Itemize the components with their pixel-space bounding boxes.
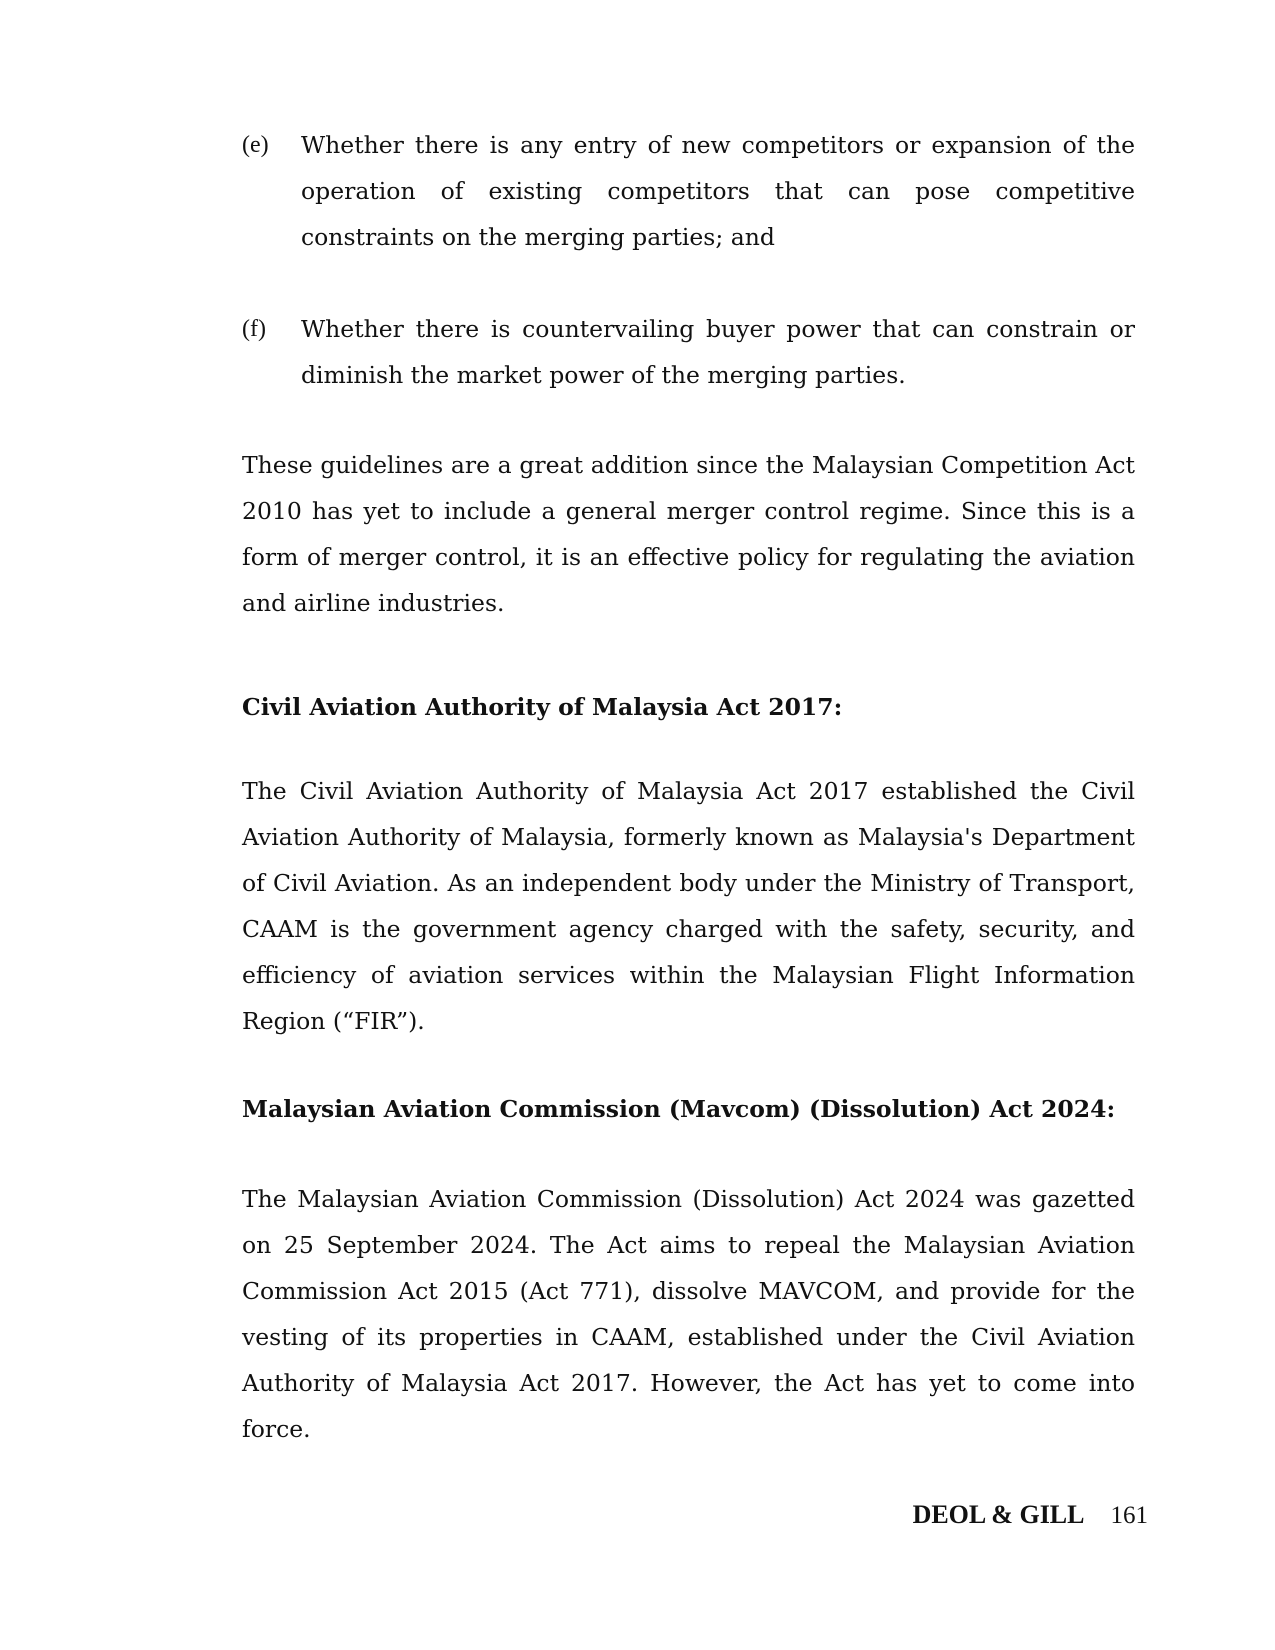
list-item-f	[242, 306, 1135, 398]
page-footer	[913, 1500, 1148, 1530]
guidelines-paragraph: These guidelines are a great addition since the Malaysian Competition Act 2010 has yet to include a general merger control regime. Since this is a form of merger control, it is an effective policy for regulating the aviation and airline industries.	[242, 451, 1135, 617]
document-body	[242, 122, 1135, 1452]
caam-paragraph: The Civil Aviation Authority of Malaysia Act 2017 established the Civil Aviation Authority of Malaysia, formerly known as Malaysia's Department of Civil Aviation. As an independent body under the Ministry of Transport, CAAM is the government agency charged with the safety, security, and efficiency of aviation services within the Malaysian Flight Information Region (“FIR”).	[242, 777, 1135, 1035]
list-item-text: Whether there is any entry of new competitors or expansion of the operation of existing competitors that can pose competitive constraints on the merging parties; and	[301, 131, 1135, 251]
list-item-e	[242, 122, 1135, 260]
section-heading-caam: Civil Aviation Authority of Malaysia Act 2017:	[242, 693, 843, 721]
list-item-label: (e)	[242, 132, 269, 158]
list-item-text: Whether there is countervailing buyer power that can constrain or diminish the market power of the merging parties.	[301, 315, 1135, 389]
mavcom-paragraph: The Malaysian Aviation Commission (Dissolution) Act 2024 was gazetted on 25 September 2024. The Act aims to repeal the Malaysian Aviation Commission Act 2015 (Act 771), dissolve MAVCOM, and provide for the vesting of its properties in CAAM, established under the Civil Aviation Authority of Malaysia Act 2017. However, the Act has yet to come into force.	[242, 1185, 1135, 1443]
page-number: 161	[1110, 1502, 1148, 1529]
firm-name: DEOL & GILL	[912, 1500, 1085, 1529]
list-item-label: (f)	[242, 316, 266, 342]
section-heading-mavcom: Malaysian Aviation Commission (Mavcom) (Dissolution) Act 2024:	[242, 1095, 1116, 1123]
